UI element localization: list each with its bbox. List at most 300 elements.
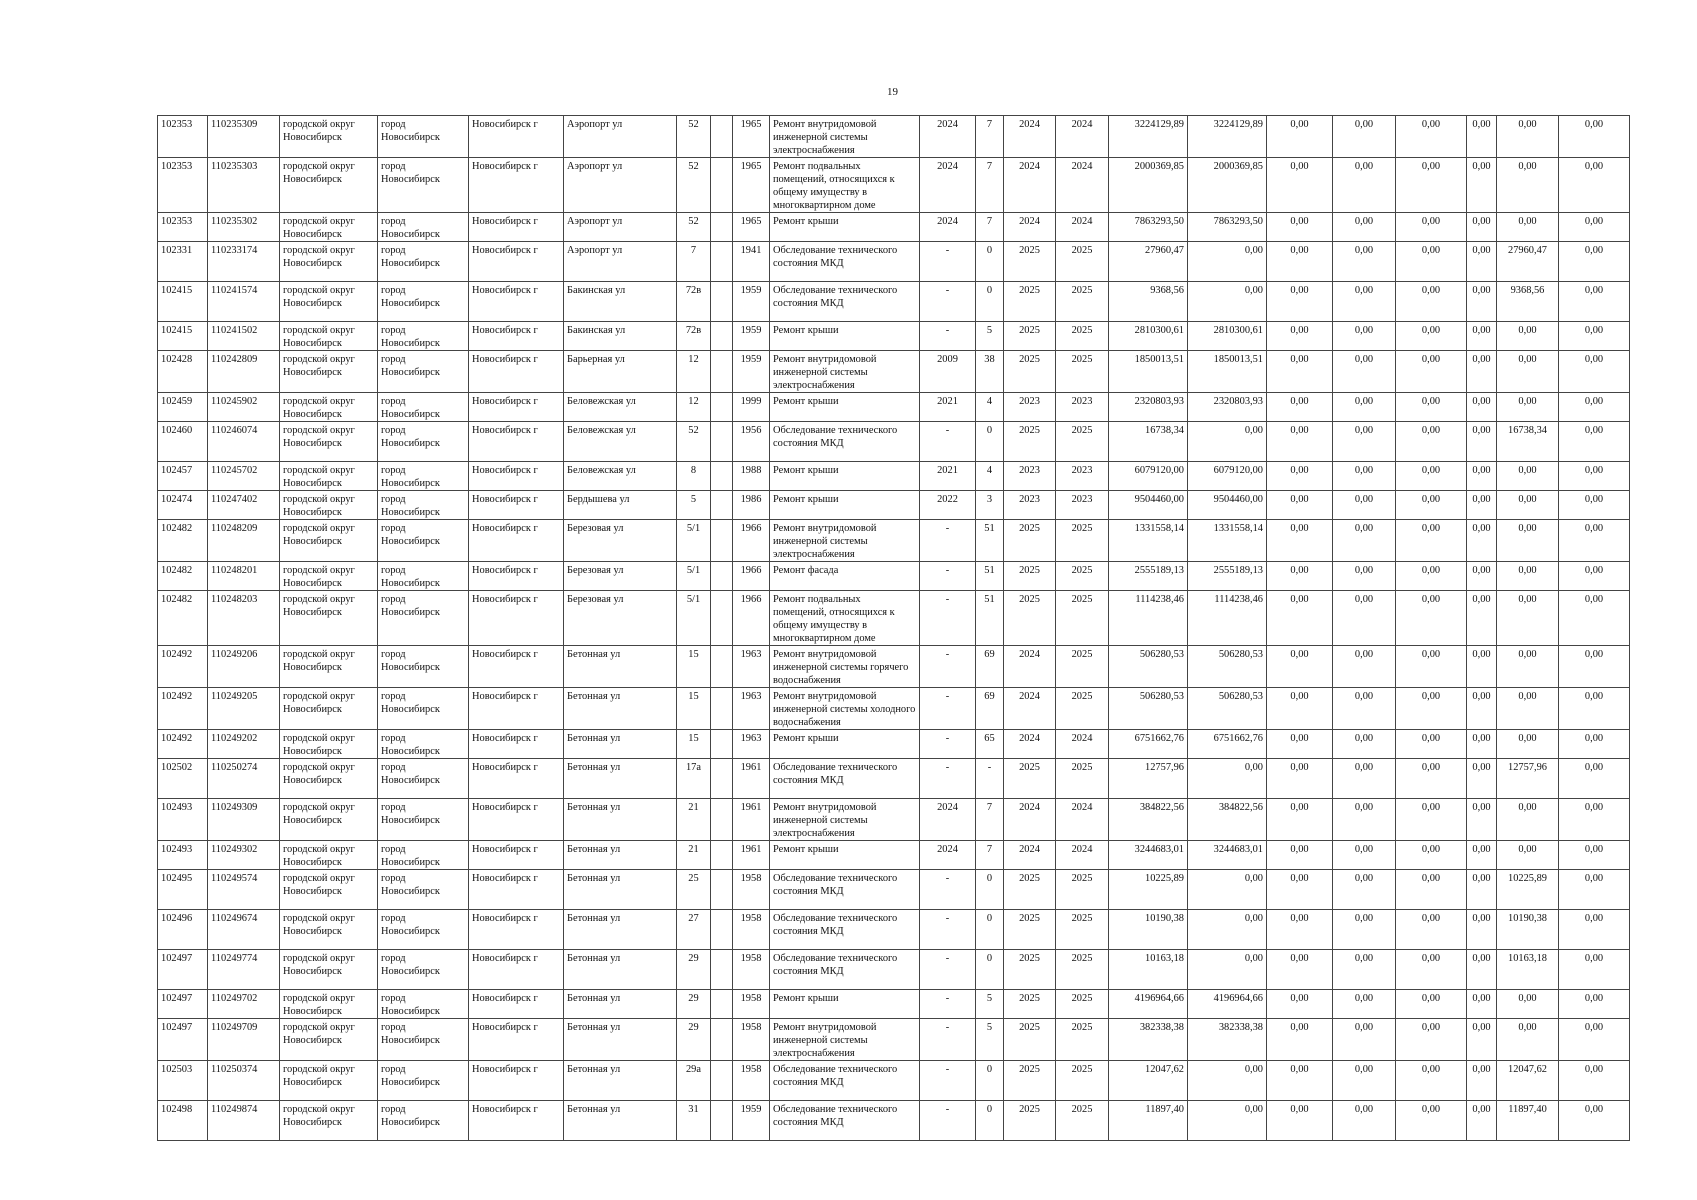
cell-locality: Новосибирск г — [469, 1101, 564, 1141]
cell-fund-cost: 9504460,00 — [1188, 491, 1267, 520]
cell-program-id: 102498 — [158, 1101, 208, 1141]
cell-plan-end-year: 2025 — [1056, 242, 1109, 282]
cell-wear-percent: 0 — [976, 950, 1004, 990]
cell-federal-funds: 0,00 — [1267, 1101, 1333, 1141]
cell-build-year: 1959 — [733, 351, 770, 393]
cell-extra-funds: 0,00 — [1559, 799, 1630, 841]
cell-plan-start-year: 2025 — [1004, 1061, 1056, 1101]
cell-last-repair-year: - — [920, 730, 976, 759]
cell-settlement: город Новосибирск — [378, 158, 469, 213]
cell-regional-funds: 0,00 — [1333, 422, 1396, 462]
cell-total-cost: 6079120,00 — [1109, 462, 1188, 491]
cell-program-id: 102459 — [158, 393, 208, 422]
cell-total-cost: 27960,47 — [1109, 242, 1188, 282]
cell-plan-start-year: 2024 — [1004, 730, 1056, 759]
cell-street: Березовая ул — [564, 562, 677, 591]
cell-wear-percent: 38 — [976, 351, 1004, 393]
cell-owners-funds: 0,00 — [1497, 591, 1559, 646]
cell-other-funds: 0,00 — [1467, 116, 1497, 158]
cell-wear-percent: - — [976, 759, 1004, 799]
cell-total-cost: 1114238,46 — [1109, 591, 1188, 646]
cell-work-type: Ремонт крыши — [770, 393, 920, 422]
cell-last-repair-year: - — [920, 520, 976, 562]
cell-local-funds: 0,00 — [1396, 799, 1467, 841]
cell-program-id: 102353 — [158, 116, 208, 158]
cell-municipality: городской округ Новосибирск — [280, 1019, 378, 1061]
cell-local-funds: 0,00 — [1396, 393, 1467, 422]
cell-build-year: 1958 — [733, 1061, 770, 1101]
cell-build-year: 1958 — [733, 990, 770, 1019]
cell-fund-cost: 0,00 — [1188, 759, 1267, 799]
cell-extra-funds: 0,00 — [1559, 282, 1630, 322]
cell-last-repair-year: 2024 — [920, 799, 976, 841]
cell-wear-percent: 51 — [976, 562, 1004, 591]
cell-object-id: 110249709 — [208, 1019, 280, 1061]
cell-municipality: городской округ Новосибирск — [280, 422, 378, 462]
cell-wear-percent: 5 — [976, 322, 1004, 351]
cell-street: Бетонная ул — [564, 841, 677, 870]
cell-locality: Новосибирск г — [469, 646, 564, 688]
cell-building — [711, 990, 733, 1019]
cell-program-id: 102331 — [158, 242, 208, 282]
cell-locality: Новосибирск г — [469, 591, 564, 646]
cell-extra-funds: 0,00 — [1559, 910, 1630, 950]
cell-regional-funds: 0,00 — [1333, 799, 1396, 841]
cell-fund-cost: 3244683,01 — [1188, 841, 1267, 870]
cell-locality: Новосибирск г — [469, 562, 564, 591]
cell-work-type: Ремонт внутридомовой инженерной системы холодного водоснабжения — [770, 688, 920, 730]
cell-other-funds: 0,00 — [1467, 1019, 1497, 1061]
cell-building — [711, 422, 733, 462]
cell-build-year: 1999 — [733, 393, 770, 422]
cell-object-id: 110241502 — [208, 322, 280, 351]
cell-other-funds: 0,00 — [1467, 841, 1497, 870]
cell-other-funds: 0,00 — [1467, 322, 1497, 351]
cell-wear-percent: 0 — [976, 242, 1004, 282]
cell-object-id: 110249309 — [208, 799, 280, 841]
cell-last-repair-year: 2021 — [920, 393, 976, 422]
cell-settlement: город Новосибирск — [378, 213, 469, 242]
cell-total-cost: 12757,96 — [1109, 759, 1188, 799]
cell-build-year: 1965 — [733, 116, 770, 158]
cell-building — [711, 910, 733, 950]
cell-fund-cost: 0,00 — [1188, 870, 1267, 910]
cell-total-cost: 3224129,89 — [1109, 116, 1188, 158]
cell-last-repair-year: - — [920, 759, 976, 799]
table-row — [158, 116, 1630, 158]
cell-object-id: 110249702 — [208, 990, 280, 1019]
cell-plan-start-year: 2024 — [1004, 213, 1056, 242]
cell-build-year: 1961 — [733, 759, 770, 799]
cell-local-funds: 0,00 — [1396, 242, 1467, 282]
cell-house-number: 7 — [677, 242, 711, 282]
cell-last-repair-year: - — [920, 990, 976, 1019]
table-row — [158, 910, 1630, 950]
cell-plan-start-year: 2025 — [1004, 910, 1056, 950]
cell-house-number: 72в — [677, 282, 711, 322]
cell-fund-cost: 2320803,93 — [1188, 393, 1267, 422]
cell-street: Бетонная ул — [564, 1019, 677, 1061]
cell-object-id: 110247402 — [208, 491, 280, 520]
cell-plan-start-year: 2025 — [1004, 1019, 1056, 1061]
cell-object-id: 110245902 — [208, 393, 280, 422]
cell-wear-percent: 0 — [976, 282, 1004, 322]
cell-build-year: 1963 — [733, 646, 770, 688]
cell-regional-funds: 0,00 — [1333, 213, 1396, 242]
cell-extra-funds: 0,00 — [1559, 422, 1630, 462]
cell-house-number: 12 — [677, 351, 711, 393]
cell-local-funds: 0,00 — [1396, 990, 1467, 1019]
table-row — [158, 393, 1630, 422]
cell-plan-end-year: 2025 — [1056, 950, 1109, 990]
cell-program-id: 102497 — [158, 950, 208, 990]
cell-last-repair-year: - — [920, 422, 976, 462]
cell-locality: Новосибирск г — [469, 213, 564, 242]
cell-last-repair-year: 2021 — [920, 462, 976, 491]
cell-owners-funds: 0,00 — [1497, 393, 1559, 422]
cell-house-number: 15 — [677, 688, 711, 730]
cell-extra-funds: 0,00 — [1559, 242, 1630, 282]
cell-last-repair-year: - — [920, 242, 976, 282]
cell-local-funds: 0,00 — [1396, 520, 1467, 562]
cell-municipality: городской округ Новосибирск — [280, 116, 378, 158]
cell-building — [711, 841, 733, 870]
cell-total-cost: 382338,38 — [1109, 1019, 1188, 1061]
cell-total-cost: 10190,38 — [1109, 910, 1188, 950]
cell-building — [711, 591, 733, 646]
cell-street: Бакинская ул — [564, 282, 677, 322]
cell-program-id: 102474 — [158, 491, 208, 520]
cell-municipality: городской округ Новосибирск — [280, 950, 378, 990]
cell-extra-funds: 0,00 — [1559, 116, 1630, 158]
cell-settlement: город Новосибирск — [378, 799, 469, 841]
cell-federal-funds: 0,00 — [1267, 950, 1333, 990]
cell-fund-cost: 0,00 — [1188, 1101, 1267, 1141]
cell-work-type: Ремонт крыши — [770, 462, 920, 491]
cell-street: Бетонная ул — [564, 730, 677, 759]
cell-wear-percent: 0 — [976, 1061, 1004, 1101]
cell-building — [711, 282, 733, 322]
cell-regional-funds: 0,00 — [1333, 688, 1396, 730]
cell-build-year: 1961 — [733, 841, 770, 870]
cell-program-id: 102492 — [158, 688, 208, 730]
cell-last-repair-year: 2024 — [920, 116, 976, 158]
cell-settlement: город Новосибирск — [378, 910, 469, 950]
cell-building — [711, 759, 733, 799]
cell-extra-funds: 0,00 — [1559, 213, 1630, 242]
cell-fund-cost: 0,00 — [1188, 242, 1267, 282]
cell-house-number: 15 — [677, 730, 711, 759]
cell-extra-funds: 0,00 — [1559, 646, 1630, 688]
cell-program-id: 102496 — [158, 910, 208, 950]
cell-other-funds: 0,00 — [1467, 646, 1497, 688]
cell-work-type: Обследование технического состояния МКД — [770, 242, 920, 282]
cell-local-funds: 0,00 — [1396, 759, 1467, 799]
table-row — [158, 520, 1630, 562]
cell-house-number: 5/1 — [677, 520, 711, 562]
cell-street: Березовая ул — [564, 591, 677, 646]
cell-locality: Новосибирск г — [469, 688, 564, 730]
cell-building — [711, 799, 733, 841]
cell-federal-funds: 0,00 — [1267, 870, 1333, 910]
cell-locality: Новосибирск г — [469, 322, 564, 351]
cell-work-type: Ремонт крыши — [770, 491, 920, 520]
table-row — [158, 990, 1630, 1019]
cell-house-number: 17а — [677, 759, 711, 799]
cell-fund-cost: 1850013,51 — [1188, 351, 1267, 393]
cell-program-id: 102493 — [158, 799, 208, 841]
cell-other-funds: 0,00 — [1467, 910, 1497, 950]
cell-program-id: 102482 — [158, 562, 208, 591]
cell-owners-funds: 0,00 — [1497, 158, 1559, 213]
cell-local-funds: 0,00 — [1396, 910, 1467, 950]
cell-owners-funds: 0,00 — [1497, 213, 1559, 242]
cell-program-id: 102482 — [158, 591, 208, 646]
cell-extra-funds: 0,00 — [1559, 730, 1630, 759]
cell-plan-start-year: 2025 — [1004, 242, 1056, 282]
cell-last-repair-year: - — [920, 1101, 976, 1141]
cell-regional-funds: 0,00 — [1333, 990, 1396, 1019]
cell-settlement: город Новосибирск — [378, 1101, 469, 1141]
cell-plan-end-year: 2025 — [1056, 870, 1109, 910]
cell-work-type: Обследование технического состояния МКД — [770, 950, 920, 990]
cell-federal-funds: 0,00 — [1267, 759, 1333, 799]
cell-work-type: Обследование технического состояния МКД — [770, 910, 920, 950]
cell-last-repair-year: - — [920, 591, 976, 646]
cell-wear-percent: 0 — [976, 422, 1004, 462]
cell-street: Бетонная ул — [564, 950, 677, 990]
cell-municipality: городской округ Новосибирск — [280, 491, 378, 520]
cell-build-year: 1958 — [733, 950, 770, 990]
cell-house-number: 52 — [677, 158, 711, 213]
cell-federal-funds: 0,00 — [1267, 462, 1333, 491]
cell-build-year: 1941 — [733, 242, 770, 282]
cell-locality: Новосибирск г — [469, 393, 564, 422]
cell-fund-cost: 506280,53 — [1188, 646, 1267, 688]
cell-local-funds: 0,00 — [1396, 351, 1467, 393]
cell-program-id: 102415 — [158, 282, 208, 322]
cell-total-cost: 6751662,76 — [1109, 730, 1188, 759]
cell-locality: Новосибирск г — [469, 910, 564, 950]
cell-work-type: Обследование технического состояния МКД — [770, 870, 920, 910]
table-row — [158, 870, 1630, 910]
cell-work-type: Обследование технического состояния МКД — [770, 422, 920, 462]
cell-program-id: 102492 — [158, 646, 208, 688]
cell-regional-funds: 0,00 — [1333, 158, 1396, 213]
cell-house-number: 31 — [677, 1101, 711, 1141]
cell-extra-funds: 0,00 — [1559, 759, 1630, 799]
cell-wear-percent: 65 — [976, 730, 1004, 759]
cell-house-number: 72в — [677, 322, 711, 351]
cell-last-repair-year: - — [920, 1019, 976, 1061]
cell-total-cost: 506280,53 — [1109, 688, 1188, 730]
cell-locality: Новосибирск г — [469, 351, 564, 393]
cell-settlement: город Новосибирск — [378, 116, 469, 158]
cell-build-year: 1958 — [733, 910, 770, 950]
cell-street: Бетонная ул — [564, 1101, 677, 1141]
cell-plan-start-year: 2025 — [1004, 520, 1056, 562]
cell-program-id: 102502 — [158, 759, 208, 799]
cell-federal-funds: 0,00 — [1267, 242, 1333, 282]
cell-plan-end-year: 2025 — [1056, 688, 1109, 730]
cell-owners-funds: 0,00 — [1497, 520, 1559, 562]
cell-settlement: город Новосибирск — [378, 393, 469, 422]
cell-extra-funds: 0,00 — [1559, 1019, 1630, 1061]
cell-local-funds: 0,00 — [1396, 213, 1467, 242]
cell-work-type: Ремонт внутридомовой инженерной системы электроснабжения — [770, 1019, 920, 1061]
cell-fund-cost: 384822,56 — [1188, 799, 1267, 841]
cell-extra-funds: 0,00 — [1559, 591, 1630, 646]
cell-locality: Новосибирск г — [469, 841, 564, 870]
cell-house-number: 5/1 — [677, 591, 711, 646]
cell-build-year: 1958 — [733, 1019, 770, 1061]
cell-plan-start-year: 2025 — [1004, 1101, 1056, 1141]
cell-total-cost: 16738,34 — [1109, 422, 1188, 462]
cell-total-cost: 2000369,85 — [1109, 158, 1188, 213]
cell-program-id: 102497 — [158, 990, 208, 1019]
cell-total-cost: 12047,62 — [1109, 1061, 1188, 1101]
cell-extra-funds: 0,00 — [1559, 351, 1630, 393]
cell-plan-start-year: 2024 — [1004, 841, 1056, 870]
cell-plan-start-year: 2025 — [1004, 351, 1056, 393]
cell-other-funds: 0,00 — [1467, 393, 1497, 422]
cell-local-funds: 0,00 — [1396, 1061, 1467, 1101]
cell-building — [711, 158, 733, 213]
cell-plan-end-year: 2024 — [1056, 213, 1109, 242]
cell-extra-funds: 0,00 — [1559, 393, 1630, 422]
cell-owners-funds: 0,00 — [1497, 562, 1559, 591]
cell-federal-funds: 0,00 — [1267, 158, 1333, 213]
table-row — [158, 422, 1630, 462]
cell-federal-funds: 0,00 — [1267, 1061, 1333, 1101]
cell-municipality: городской округ Новосибирск — [280, 242, 378, 282]
cell-wear-percent: 5 — [976, 990, 1004, 1019]
cell-plan-end-year: 2025 — [1056, 562, 1109, 591]
cell-last-repair-year: - — [920, 562, 976, 591]
cell-work-type: Ремонт внутридомовой инженерной системы горячего водоснабжения — [770, 646, 920, 688]
cell-settlement: город Новосибирск — [378, 322, 469, 351]
cell-plan-start-year: 2025 — [1004, 870, 1056, 910]
cell-plan-start-year: 2023 — [1004, 491, 1056, 520]
cell-total-cost: 384822,56 — [1109, 799, 1188, 841]
table-row — [158, 1061, 1630, 1101]
cell-total-cost: 2320803,93 — [1109, 393, 1188, 422]
cell-plan-start-year: 2023 — [1004, 462, 1056, 491]
cell-plan-end-year: 2025 — [1056, 1101, 1109, 1141]
cell-plan-end-year: 2023 — [1056, 491, 1109, 520]
cell-other-funds: 0,00 — [1467, 351, 1497, 393]
cell-fund-cost: 0,00 — [1188, 1061, 1267, 1101]
cell-local-funds: 0,00 — [1396, 950, 1467, 990]
cell-object-id: 110245702 — [208, 462, 280, 491]
cell-fund-cost: 0,00 — [1188, 282, 1267, 322]
cell-plan-end-year: 2024 — [1056, 730, 1109, 759]
cell-program-id: 102428 — [158, 351, 208, 393]
cell-federal-funds: 0,00 — [1267, 990, 1333, 1019]
cell-locality: Новосибирск г — [469, 462, 564, 491]
cell-other-funds: 0,00 — [1467, 282, 1497, 322]
cell-other-funds: 0,00 — [1467, 688, 1497, 730]
cell-regional-funds: 0,00 — [1333, 591, 1396, 646]
cell-settlement: город Новосибирск — [378, 759, 469, 799]
cell-total-cost: 9504460,00 — [1109, 491, 1188, 520]
cell-object-id: 110249574 — [208, 870, 280, 910]
cell-federal-funds: 0,00 — [1267, 562, 1333, 591]
cell-work-type: Обследование технического состояния МКД — [770, 282, 920, 322]
table-row — [158, 562, 1630, 591]
cell-settlement: город Новосибирск — [378, 562, 469, 591]
cell-local-funds: 0,00 — [1396, 116, 1467, 158]
cell-work-type: Обследование технического состояния МКД — [770, 759, 920, 799]
cell-locality: Новосибирск г — [469, 759, 564, 799]
cell-total-cost: 506280,53 — [1109, 646, 1188, 688]
cell-building — [711, 322, 733, 351]
cell-regional-funds: 0,00 — [1333, 116, 1396, 158]
cell-regional-funds: 0,00 — [1333, 491, 1396, 520]
cell-house-number: 12 — [677, 393, 711, 422]
cell-total-cost: 3244683,01 — [1109, 841, 1188, 870]
table-row — [158, 688, 1630, 730]
table-row — [158, 841, 1630, 870]
cell-total-cost: 1331558,14 — [1109, 520, 1188, 562]
table-body — [158, 116, 1630, 1141]
cell-regional-funds: 0,00 — [1333, 1101, 1396, 1141]
cell-owners-funds: 0,00 — [1497, 688, 1559, 730]
cell-street: Беловежская ул — [564, 422, 677, 462]
cell-wear-percent: 7 — [976, 799, 1004, 841]
cell-object-id: 110246074 — [208, 422, 280, 462]
cell-plan-start-year: 2025 — [1004, 591, 1056, 646]
cell-settlement: город Новосибирск — [378, 242, 469, 282]
cell-owners-funds: 0,00 — [1497, 990, 1559, 1019]
cell-extra-funds: 0,00 — [1559, 520, 1630, 562]
cell-last-repair-year: 2024 — [920, 158, 976, 213]
cell-municipality: городской округ Новосибирск — [280, 158, 378, 213]
cell-object-id: 110249206 — [208, 646, 280, 688]
cell-program-id: 102353 — [158, 158, 208, 213]
cell-street: Бетонная ул — [564, 799, 677, 841]
cell-owners-funds: 10163,18 — [1497, 950, 1559, 990]
cell-last-repair-year: - — [920, 910, 976, 950]
cell-settlement: город Новосибирск — [378, 646, 469, 688]
cell-plan-start-year: 2025 — [1004, 322, 1056, 351]
cell-wear-percent: 7 — [976, 213, 1004, 242]
cell-street: Аэропорт ул — [564, 213, 677, 242]
cell-municipality: городской округ Новосибирск — [280, 688, 378, 730]
cell-fund-cost: 2555189,13 — [1188, 562, 1267, 591]
cell-municipality: городской округ Новосибирск — [280, 1061, 378, 1101]
cell-extra-funds: 0,00 — [1559, 688, 1630, 730]
cell-build-year: 1966 — [733, 591, 770, 646]
cell-plan-start-year: 2024 — [1004, 116, 1056, 158]
cell-work-type: Ремонт крыши — [770, 322, 920, 351]
cell-street: Барьерная ул — [564, 351, 677, 393]
cell-object-id: 110249674 — [208, 910, 280, 950]
cell-other-funds: 0,00 — [1467, 1061, 1497, 1101]
table-row — [158, 242, 1630, 282]
cell-build-year: 1963 — [733, 688, 770, 730]
cell-total-cost: 10225,89 — [1109, 870, 1188, 910]
cell-federal-funds: 0,00 — [1267, 591, 1333, 646]
cell-locality: Новосибирск г — [469, 1019, 564, 1061]
cell-wear-percent: 69 — [976, 688, 1004, 730]
cell-federal-funds: 0,00 — [1267, 841, 1333, 870]
cell-plan-start-year: 2024 — [1004, 158, 1056, 213]
cell-municipality: городской округ Новосибирск — [280, 730, 378, 759]
cell-owners-funds: 16738,34 — [1497, 422, 1559, 462]
cell-object-id: 110249302 — [208, 841, 280, 870]
cell-locality: Новосибирск г — [469, 422, 564, 462]
